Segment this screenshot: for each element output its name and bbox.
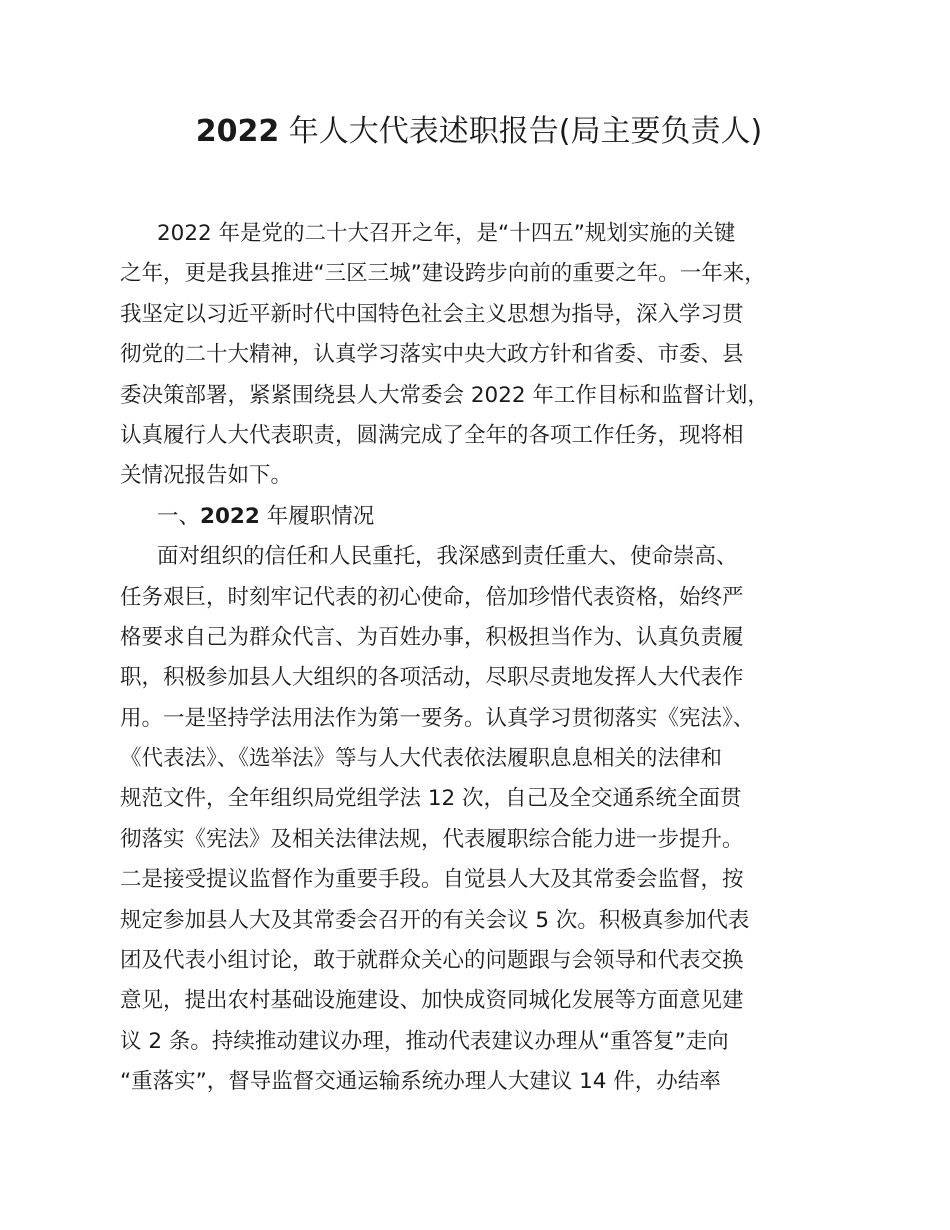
paragraph-line: 意见，提出农村基础设施建设、加快成资同城化发展等方面意见建 — [120, 988, 744, 1014]
section-year: 2022 — [200, 503, 260, 529]
paragraph-line: 关情况报告如下。 — [120, 463, 293, 489]
paragraph-line: 规定参加县人大及其常委会召开的有关会议 5 次。积极真参加代表 — [120, 907, 750, 933]
document-body — [120, 214, 865, 1103]
paragraph-line: 规范文件，全年组织局党组学法 12 次，自己及全交通系统全面贯 — [120, 786, 742, 812]
document-title — [0, 112, 950, 152]
paragraph-line: 《代表法》、《选举法》等与人大代表依法履职息息相关的法律和 — [120, 746, 723, 772]
paragraph-line: 议 2 条。持续推动建议办理，推动代表建议办理从“重答复”走向 — [120, 1028, 729, 1054]
paragraph-line: 2022 年是党的二十大召开之年，是“十四五”规划实施的关键 — [157, 221, 736, 246]
paragraph-line: 任务艰巨，时刻牢记代表的初心使命，倍加珍惜代表资格，始终严 — [120, 584, 744, 610]
paragraph-line: 彻党的二十大精神，认真学习落实中央大政方针和省委、市委、县 — [120, 342, 744, 368]
paragraph-line: 格要求自己为群众代言、为百姓办事，积极担当作为、认真负责履 — [120, 624, 744, 650]
paragraph-line: 面对组织的信任和人民重托，我深感到责任重大、使命崇高、 — [157, 544, 738, 570]
section-heading — [120, 497, 865, 537]
paragraph-line: 委决策部署，紧紧围绕县人大常委会 2022 年工作目标和监督计划， — [120, 382, 769, 408]
paragraph-line: 彻落实《宪法》及相关法律法规，代表履职综合能力进一步提升。 — [120, 826, 744, 852]
paragraph-line: 我坚定以习近平新时代中国特色社会主义思想为指导，深入学习贯 — [120, 301, 744, 327]
section-number: 一、 — [157, 503, 201, 529]
paragraph-line: “重落实”，督导监督交通运输系统办理人大建议 14 件，办结率 — [120, 1069, 721, 1095]
paragraph-line: 职，积极参加县人大组织的各项活动，尽职尽责地发挥人大代表作 — [120, 665, 744, 691]
title-text: 年人大代表述职报告(局主要负责人) — [279, 114, 763, 149]
paragraph-line: 之年，更是我县推进“三区三城”建设跨步向前的重要之年。一年来， — [120, 261, 766, 287]
paragraph-line: 用。一是坚持学法用法作为第一要务。认真学习贯彻落实《宪法》、 — [120, 705, 755, 731]
title-year: 2022 — [195, 114, 280, 149]
paragraph-line: 认真履行人大代表职责，圆满完成了全年的各项工作任务，现将相 — [120, 422, 744, 448]
section-title: 年履职情况 — [259, 503, 375, 529]
paragraph-line: 二是接受提议监督作为重要手段。自觉县人大及其常委会监督，按 — [120, 867, 744, 893]
paragraph-line: 团及代表小组讨论，敢于就群众关心的问题跟与会领导和代表交换 — [120, 948, 744, 974]
